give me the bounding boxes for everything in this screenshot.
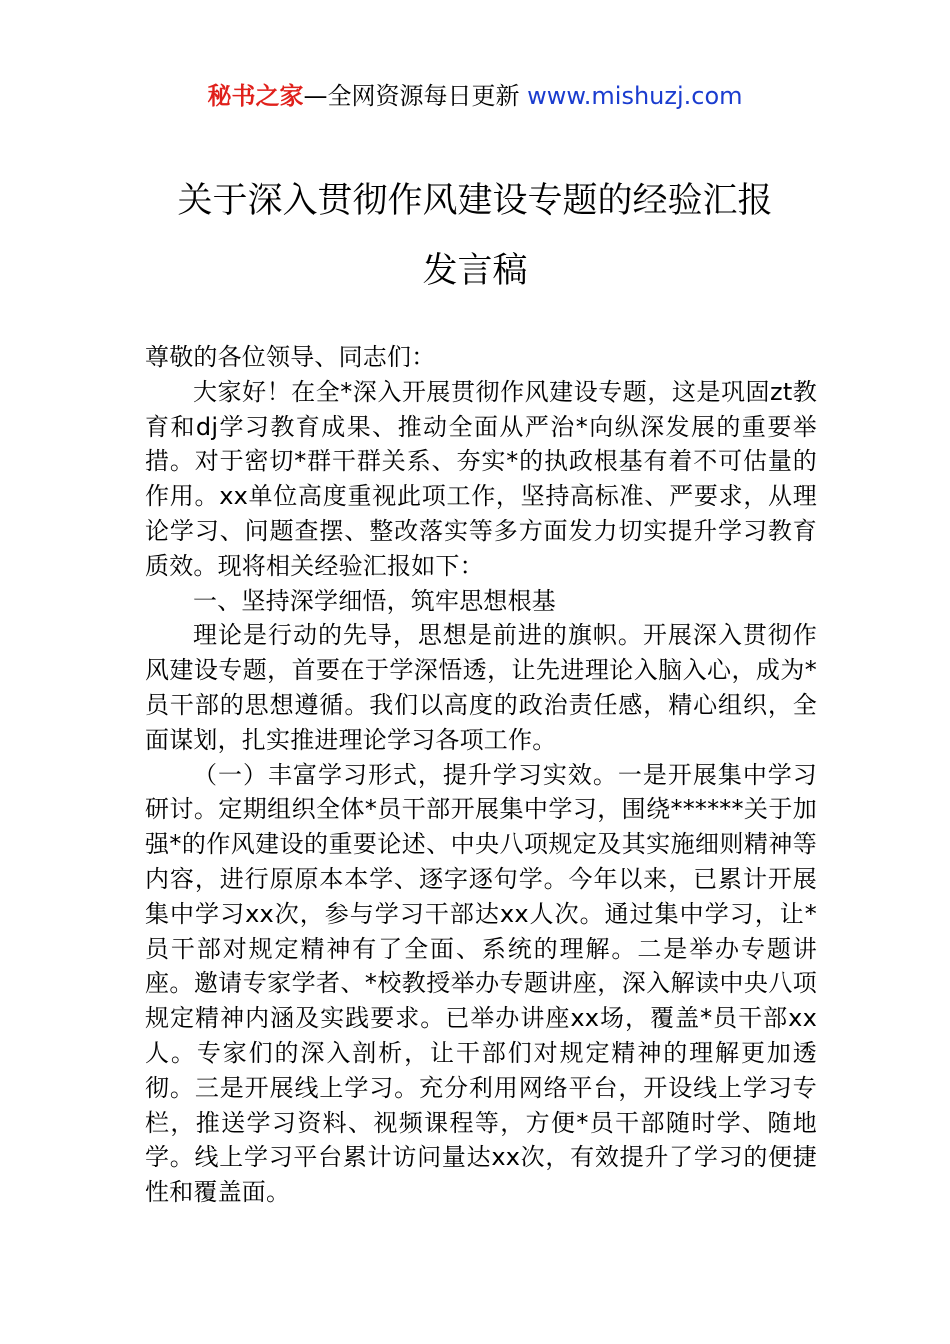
document-body bbox=[145, 340, 817, 1210]
site-slogan: —全网资源每日更新 bbox=[303, 82, 528, 110]
site-brand: 秘书之家 bbox=[207, 82, 304, 110]
site-header bbox=[0, 80, 950, 112]
paragraph-intro: 大家好！在全*深入开展贯彻作风建设专题，这是巩固zt教育和dj学习教育成果、推动全面从严治*向纵深发展的重要举措。对于密切*群干群关系、夯实*的执政根基有着不可估量的作用。xx单位高度重视此项工作，坚持高标准、严要求，从理论学习、问题查摆、整改落实等多方面发力切实提升学习教育质效。现将相关经验汇报如下： bbox=[145, 377, 817, 580]
salutation: 尊敬的各位领导、同志们： bbox=[145, 343, 436, 371]
document-title-line2: 发言稿 bbox=[422, 251, 528, 291]
section-heading-1: 一、坚持深学细悟，筑牢思想根基 bbox=[193, 586, 556, 615]
paragraph-theory: 理论是行动的先导，思想是前进的旗帜。开展深入贯彻作风建设专题，首要在于学深悟透，让先进理论入脑入心，成为*员干部的思想遵循。我们以高度的政治责任感，精心组织，全面谋划，扎实推进理论学习各项工作。 bbox=[145, 621, 817, 754]
document-title-line1: 关于深入贯彻作风建设专题的经验汇报 bbox=[177, 181, 773, 221]
paragraph-study-forms: （一）丰富学习形式，提升学习实效。一是开展集中学习研讨。定期组织全体*员干部开展集中学习，围绕******关于加强*的作风建设的重要论述、中央八项规定及其实施细则精神等内容，进行原原本本学、逐字逐句学。今年以来，已累计开展集中学习xx次，参与学习干部达xx人次。通过集中学习，让*员干部对规定精神有了全面、系统的理解。二是举办专题讲座。邀请专家学者、*校教授举办专题讲座，深入解读中央八项规定精神内涵及实践要求。已举办讲座xx场，覆盖*员干部xx人。专家们的深入剖析，让干部们对规定精神的理解更加透彻。三是开展线上学习。充分利用网络平台，开设线上学习专栏，推送学习资料、视频课程等，方便*员干部随时学、随地学。线上学习平台累计访问量达xx次，有效提升了学习的便捷性和覆盖面。 bbox=[145, 760, 817, 1207]
site-url[interactable]: www.mishuzj.com bbox=[527, 82, 743, 110]
